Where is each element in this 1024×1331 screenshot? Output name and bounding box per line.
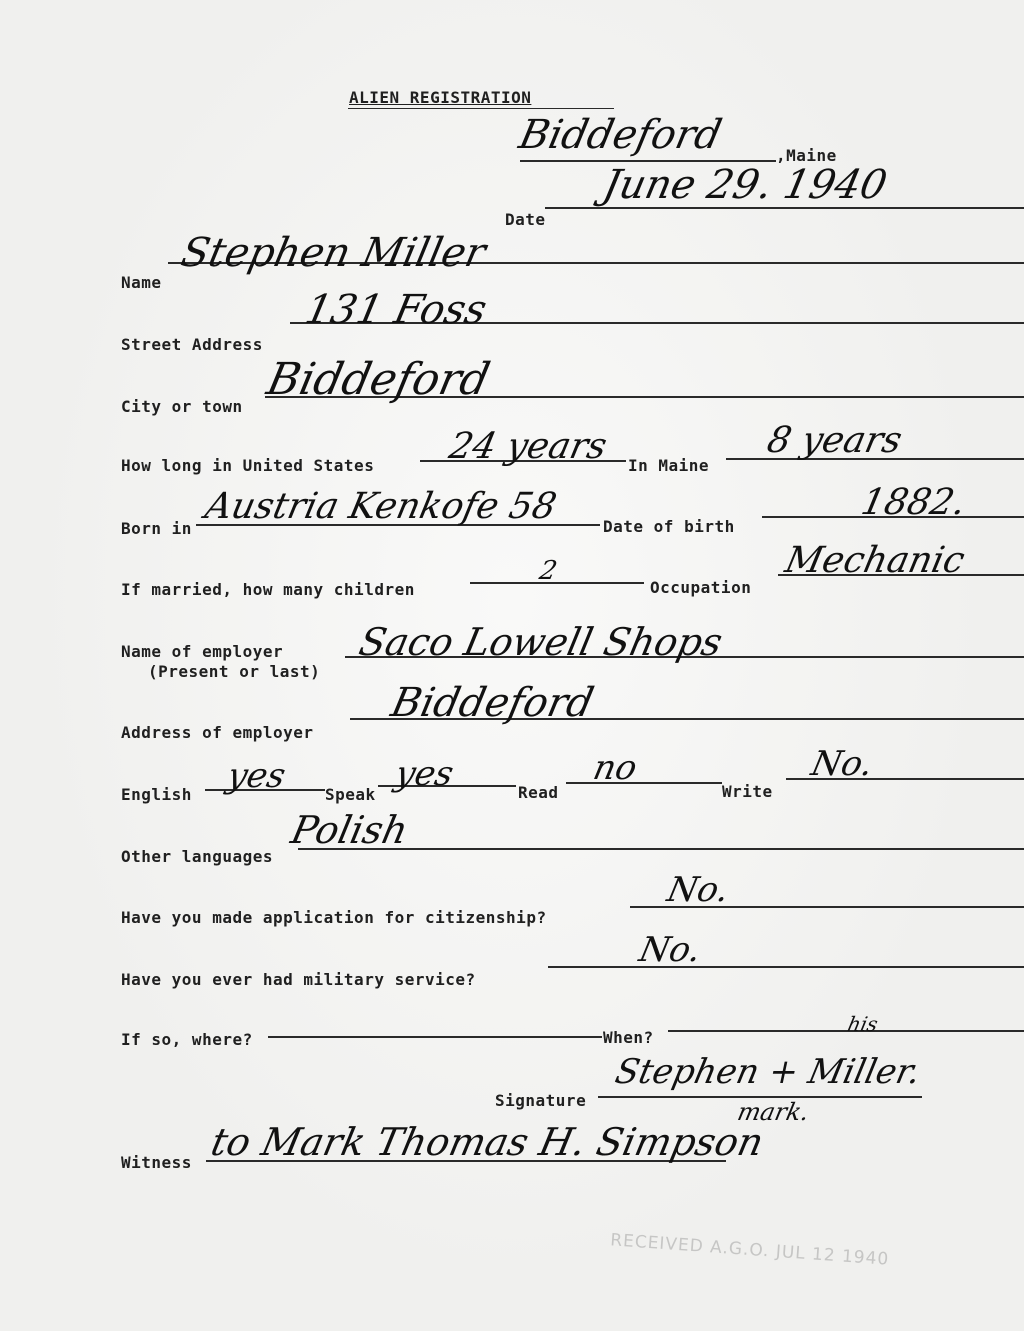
in-maine-value: 8 years: [763, 420, 906, 461]
street-value: 131 Foss: [301, 287, 491, 333]
english-label: English: [121, 785, 192, 804]
speak-value: yes: [391, 754, 458, 794]
where-line: [268, 1036, 602, 1038]
employer-sub-label: (Present or last): [148, 662, 321, 681]
name-label: Name: [121, 273, 162, 292]
signature-value: Stephen + Miller.: [611, 1052, 925, 1092]
title-rule: [348, 108, 614, 109]
other-languages-label: Other languages: [121, 847, 273, 866]
city-value: Biddeford: [262, 354, 495, 405]
city-header-value: Biddeford: [515, 112, 726, 158]
witness-label: Witness: [121, 1153, 192, 1172]
children-value: 2: [536, 556, 560, 586]
employer-address-label: Address of employer: [121, 723, 314, 742]
signature-his: his: [845, 1012, 881, 1036]
married-label: If married, how many children: [121, 580, 415, 599]
military-line: [548, 966, 1024, 968]
signature-mark: mark.: [735, 1098, 812, 1126]
received-stamp: RECEIVED A.G.O. JUL 12 1940: [609, 1230, 890, 1270]
signature-label: Signature: [495, 1091, 587, 1110]
in-maine-label: In Maine: [628, 456, 710, 475]
employer-label: Name of employer: [121, 642, 284, 661]
how-long-value: 24 years: [445, 426, 611, 467]
read-value: no: [589, 748, 641, 788]
date-label: Date: [505, 210, 546, 229]
street-label: Street Address: [121, 335, 263, 354]
employer-address-value: Biddeford: [387, 680, 598, 726]
military-value: No.: [635, 930, 705, 970]
where-label: If so, where?: [121, 1030, 253, 1049]
witness-value: to Mark Thomas H. Simpson: [207, 1120, 768, 1164]
how-long-label: How long in United States: [121, 456, 375, 475]
maine-label: ,Maine: [776, 146, 837, 165]
city-label: City or town: [121, 397, 243, 416]
when-label: When?: [603, 1028, 654, 1047]
born-in-value: Austria Kenkofe 58: [201, 486, 560, 527]
date-value: June 29. 1940: [599, 162, 891, 208]
read-label: Read: [518, 783, 559, 802]
born-in-label: Born in: [121, 519, 192, 538]
other-languages-value: Polish: [287, 808, 412, 852]
dob-label: Date of birth: [603, 517, 735, 536]
occupation-value: Mechanic: [781, 540, 969, 581]
employer-value: Saco Lowell Shops: [355, 620, 727, 664]
other-languages-line: [298, 848, 1024, 850]
citizenship-value: No.: [663, 870, 733, 910]
speak-label: Speak: [325, 785, 376, 804]
read-line: [566, 782, 722, 784]
write-value: No.: [807, 744, 877, 784]
form-title: ALIEN REGISTRATION: [349, 88, 532, 107]
military-label: Have you ever had military service?: [121, 970, 476, 989]
dob-value: 1882.: [857, 482, 970, 523]
english-value: yes: [223, 756, 290, 796]
write-label: Write: [722, 782, 773, 801]
name-value: Stephen Miller: [177, 230, 490, 276]
married-line: [470, 582, 644, 584]
citizenship-label: Have you made application for citizenship?: [121, 908, 547, 927]
occupation-label: Occupation: [650, 578, 752, 597]
